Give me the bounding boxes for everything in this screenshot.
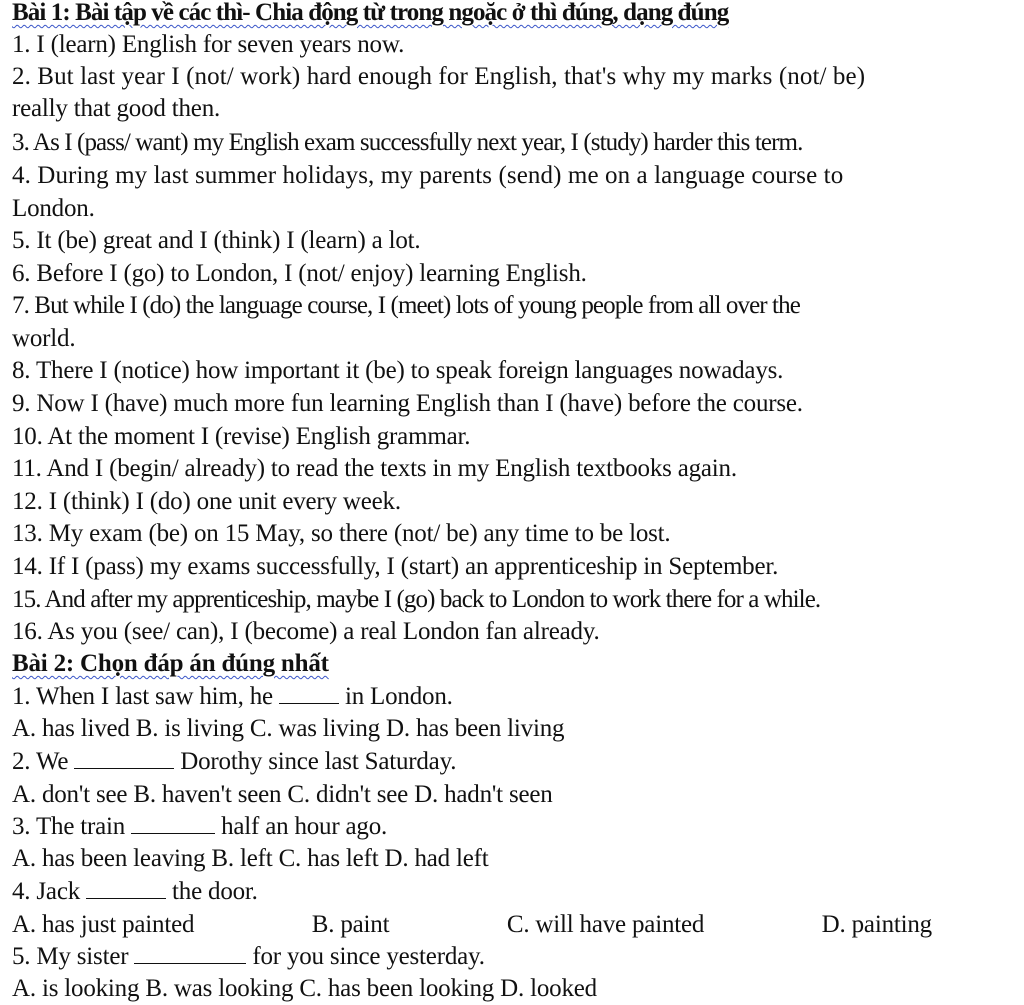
option-a: A. has been leaving	[12, 845, 206, 872]
exercise-1-line: really that good then.	[12, 95, 221, 122]
question-3-options	[12, 843, 1020, 875]
exercise-1-line: London.	[12, 195, 95, 222]
exercise-1-line: 16. As you (see/ can), I (become) a real London fan already.	[12, 618, 600, 645]
option-d: D. has been living	[386, 715, 565, 742]
question-2-options	[12, 779, 1020, 811]
answer-blank[interactable]	[131, 813, 215, 834]
question-1-stem-end: in London.	[344, 683, 453, 710]
option-c: C. was living	[249, 715, 380, 742]
option-c: C. will have painted	[506, 911, 705, 938]
question-4-stem: 4. Jack	[12, 878, 81, 905]
answer-blank[interactable]	[86, 878, 166, 899]
question-3	[12, 811, 1020, 843]
option-a: A. has just painted	[12, 911, 195, 938]
option-c: C. has left	[278, 845, 379, 872]
exercise-1-line: 11. And I (begin/ already) to read the texts in my English textbooks again.	[12, 455, 737, 482]
question-5-options	[12, 973, 1020, 1005]
question-2	[12, 746, 1020, 778]
exercise-1-line: 14. If I (pass) my exams successfully, I (start) an apprenticeship in September.	[12, 553, 779, 580]
question-1-stem: 1. When I last saw him, he	[12, 683, 273, 710]
answer-blank[interactable]	[279, 683, 339, 704]
option-b: B. was looking	[145, 975, 294, 1002]
answer-blank[interactable]	[74, 748, 174, 769]
exercise-1-line: 6. Before I (go) to London, I (not/ enjoy) learning English.	[12, 260, 587, 287]
option-d: D. painting	[821, 911, 932, 938]
question-4-options	[12, 909, 932, 941]
question-1-options	[12, 713, 1020, 745]
question-2-stem-end: Dorothy since last Saturday.	[180, 748, 457, 775]
option-b: B. haven't seen	[133, 781, 282, 808]
exercise-1-line: 7. But while I (do) the language course, I (meet) lots of young people from all over the	[12, 292, 800, 319]
option-a: A. don't see	[12, 781, 128, 808]
exercise-1-line: world.	[12, 325, 76, 352]
exercise-1-line: 1. I (learn) English for seven years now.	[12, 31, 405, 58]
question-3-stem-end: half an hour ago.	[221, 813, 388, 840]
option-d: D. looked	[500, 975, 597, 1002]
exercise-2-heading-text: Bài 2: Chọn đáp án đúng nhất	[12, 650, 329, 677]
question-1	[12, 681, 1020, 713]
exercise-1-line: 8. There I (notice) how important it (be) to speak foreign languages nowadays.	[12, 357, 784, 384]
exercise-1-line: 4. During my last summer holidays, my parents (send) me on a language course to	[12, 162, 844, 189]
exercise-1-line: 12. I (think) I (do) one unit every week.	[12, 488, 401, 515]
option-a: A. has lived	[12, 715, 130, 742]
option-b: B. paint	[311, 911, 390, 938]
option-d: D. had left	[384, 845, 489, 872]
option-b: B. left	[211, 845, 273, 872]
question-5-stem: 5. My sister	[12, 943, 129, 970]
exercise-1-line: 3. As I (pass/ want) my English exam successfully next year, I (study) harder this term.	[12, 129, 803, 156]
question-3-stem: 3. The train	[12, 813, 126, 840]
exercise-1-line: 5. It (be) great and I (think) I (learn) a lot.	[12, 227, 421, 254]
exercise-2-heading	[12, 648, 1020, 680]
question-5-stem-end: for you since yesterday.	[252, 943, 485, 970]
option-b: B. is living	[135, 715, 244, 742]
exercise-1-line: 10. At the moment I (revise) English grammar.	[12, 423, 471, 450]
exercise-1-line: 9. Now I (have) much more fun learning English than I (have) before the course.	[12, 390, 803, 417]
exercise-1-line: 2. But last year I (not/ work) hard enough for English, that's why my marks (not/ be)	[12, 63, 866, 90]
answer-blank[interactable]	[134, 943, 246, 964]
question-4-stem-end: the door.	[172, 878, 258, 905]
exercise-1-line: 15. And after my apprenticeship, maybe I (go) back to London to work there for a while.	[12, 586, 821, 613]
exercise-1-heading-text: Bài 1: Bài tập về các thì- Chia động từ trong ngoặc ở thì đúng, dạng đúng	[12, 0, 729, 26]
question-4	[12, 876, 1020, 908]
question-2-stem: 2. We	[12, 748, 69, 775]
question-5	[12, 941, 1020, 973]
exercise-1-line: 13. My exam (be) on 15 May, so there (not/ be) any time to be lost.	[12, 520, 671, 547]
option-d: D. hadn't seen	[414, 781, 553, 808]
option-a: A. is looking	[12, 975, 140, 1002]
option-c: C. didn't see	[287, 781, 409, 808]
exercise-1-heading	[12, 0, 1020, 29]
option-c: C. has been looking	[299, 975, 495, 1002]
